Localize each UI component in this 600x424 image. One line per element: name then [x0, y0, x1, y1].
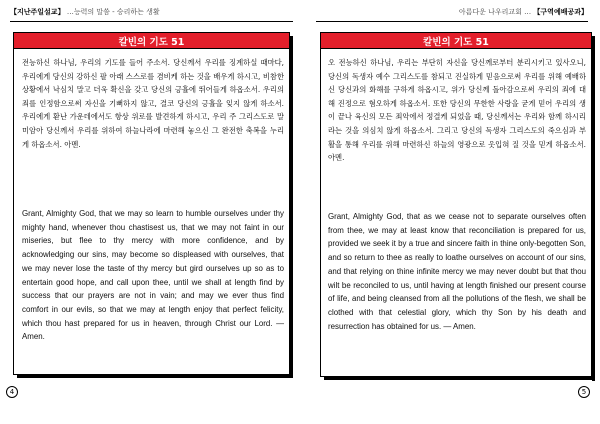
right-box-shadow-bottom [324, 377, 595, 380]
right-page-number: 5 [578, 386, 590, 398]
left-page-number: 4 [6, 386, 18, 398]
left-running-header [10, 8, 160, 17]
right-korean-prayer: 오 전능하신 하나님, 우리는 부단히 자신을 당신께로부터 분리시키고 있사오니, 당신의 독생자 예수 그리스도를 참되고 진실하게 믿음으로써 우리를 위해 예배하신 당신과의 화해를 구하게 하옵시고, 위가 당신께 돌아감으로써 우리의 죄에 대해 진정으로 혐오하게 하옵소서. 또한 당신의 무한한 사랑을 굳게 믿어 우리의 생이 끝나 육신의 모든 죄악에서 정결케 되었을 때, 당신께서는 우리와 함께 하시리라는 것을 의심치 않게 하옵소서. 그리고 당신의 독생자 그리스도의 죽으심과 부활을 통해 우리를 위해 마련하신 하늘의 영광으로 옷입혀 질 것을 믿게 하옵소서. 아멘. [328, 58, 586, 163]
right-box-shadow-right [592, 36, 595, 381]
left-english-prayer: Grant, Almighty God, that we may so learn to humble ourselves under thy mighty hand, whenever thou chastisest us, that we may not faint in our miseries, but flee to thy mercy with more confidence, and by acknowledging our sins, may become so displeased with ourselves, that we may never lose the taste of thy mercy but gird ourselves up so as to entertain good hope, and call upon thee, until we shall at length find by success that our prayers are not in vain; and may we ever thus find comfort in our evils, so that we may at length enjoy that perfect felicity, which thou hast prepared for us in heaven, through Christ our Lord. — Amen. [22, 209, 284, 342]
left-prayer-title: 칼빈의 기도 51 [13, 32, 290, 49]
left-header-subtitle: …능력의 말씀 - 승리하는 생활 [66, 8, 160, 16]
left-header-rule [10, 21, 293, 22]
left-box-shadow-right [290, 36, 293, 378]
left-header-section: 【지난주일설교】 [10, 8, 65, 16]
right-english-prayer: Grant, Almighty God, that as we cease not to separate ourselves often from thee, we may at least know that reconciliation is prepared for us, provided we seek it by a true and sincere faith in thine only-begotten Son, and so return to thee as really to loathe ourselves on account of our sins, and that relying on thine infinite mercy we may never doubt but that thou wilt be reconciled to us, until having at length finished our present course of life, and being cleansed from all the pollutions of the flesh, we shall be clothed with that celestial glory, which thy Son by his death and resurrection has obtained for us. — Amen. [328, 212, 586, 331]
right-running-header [459, 8, 588, 17]
right-prayer-title: 칼빈의 기도 51 [320, 32, 592, 49]
left-box-shadow-bottom [17, 375, 293, 378]
right-header-section: 【구역예배공과】 [533, 8, 588, 16]
right-header-subtitle: 아름다운 나우리교회 … [458, 8, 532, 16]
right-page [300, 0, 600, 424]
left-korean-prayer: 전능하신 하나님, 우리의 기도를 들어 주소서. 당신께서 우리를 징계하실 때마다, 우리에게 당신의 강하신 팔 아래 스스로를 겸비케 하는 것을 배우게 하시고, 비참한 상황에서 낙심치 말고 더욱 확신을 갖고 당신의 긍휼에 뛰어들게 하옵소서. 우리의 죄를 인정함으로써 자신을 기뻐하지 않고, 결코 당신의 긍휼을 잊지 않게 하소서. 우리에게 환난 가운데에서도 항상 위로를 발견하게 하시고, 우리 주 그리스도로 말미암아 당신께서 우리를 위하여 하늘나라에 마련해 놓으신 그 완전한 축복을 누리게 하옵소서. 아멘. [22, 58, 284, 149]
right-header-rule [316, 21, 588, 22]
